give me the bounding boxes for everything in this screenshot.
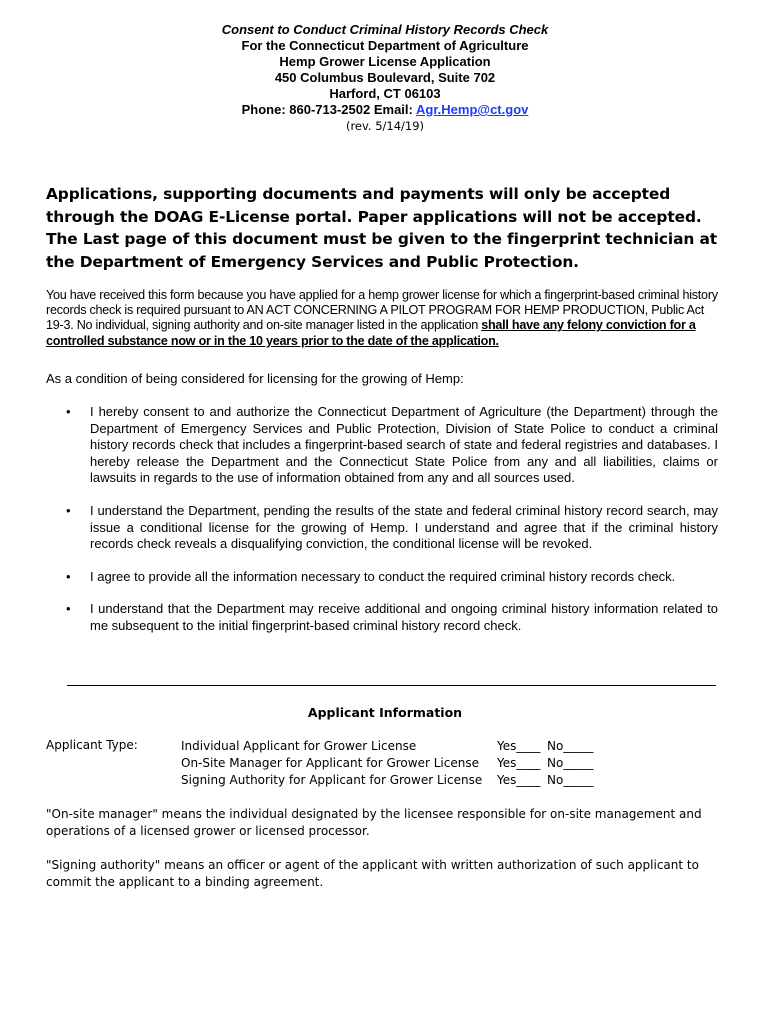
form-title: Consent to Conduct Criminal History Records Check	[221, 22, 549, 37]
applicant-type-options	[181, 738, 721, 789]
bullet-icon: •	[66, 568, 71, 584]
bullet-icon: •	[66, 601, 71, 617]
consent-item	[46, 503, 718, 553]
applicant-type-desc: Individual Applicant for Grower License	[181, 739, 417, 753]
document-header	[0, 22, 770, 134]
city-state-zip: Harford, CT 06103	[329, 86, 441, 101]
email-link[interactable]: Agr.Hemp@ct.gov	[416, 102, 529, 117]
contact-line	[0, 102, 770, 118]
phone-text: Phone: 860-713-2502 Email:	[241, 102, 416, 117]
no-field[interactable]: No_____	[547, 773, 594, 787]
applicant-type-desc: Signing Authority for Applicant for Grower License	[181, 773, 483, 787]
street-address: 450 Columbus Boulevard, Suite 702	[274, 70, 496, 85]
application-name: Hemp Grower License Application	[279, 54, 491, 69]
intro-emphasis: shall have any felony conviction for a controlled substance now or in the 10 years prior to the date of the application.	[46, 318, 696, 348]
consent-item-text: I understand that the Department may receive additional and ongoing criminal history information related to me subsequent to the initial fingerprint-based criminal history record check.	[90, 601, 718, 633]
no-field[interactable]: No_____	[547, 756, 594, 770]
applicant-info-title: Applicant Information	[307, 705, 463, 720]
condition-statement: As a condition of being considered for licensing for the growing of Hemp:	[46, 371, 464, 386]
applicant-type-row	[181, 738, 721, 755]
department-name: For the Connecticut Department of Agriculture	[241, 38, 529, 53]
bullet-icon: •	[66, 404, 71, 419]
section-divider	[67, 685, 716, 686]
yes-field[interactable]: Yes____	[497, 739, 541, 753]
intro-paragraph	[46, 288, 718, 349]
applicant-type-row	[181, 755, 721, 772]
applicant-type-desc: On-Site Manager for Applicant for Grower License	[181, 756, 479, 770]
signing-authority-definition: "Signing authority" means an officer or agent of the applicant with written authorization of such applicant to commit the applicant to a binding agreement.	[46, 858, 699, 889]
revision-date: (rev. 5/14/19)	[345, 119, 425, 133]
consent-item-text: I agree to provide all the information necessary to conduct the required criminal history records check.	[90, 568, 676, 584]
applicant-type-row	[181, 772, 721, 789]
bullet-icon: •	[66, 502, 71, 518]
consent-item	[46, 601, 718, 634]
submission-notice: Applications, supporting documents and payments will only be accepted through the DOAG E-License portal. Paper applications will not be accepted. The Last page of this document must be given to the fingerprint technician at the Department of Emergency Services and Public Protection.	[46, 185, 718, 271]
onsite-manager-definition: "On-site manager" means the individual designated by the licensee responsible for on-site management and operations of a licensed grower or licensed processor.	[46, 807, 702, 838]
applicant-type-label: Applicant Type:	[46, 738, 138, 752]
consent-item-text: I hereby consent to and authorize the Connecticut Department of Agriculture (the Department) through the Department of Emergency Services and Public Protection, Division of State Police to conduct a criminal history records check that includes a fingerprint-based search of state and federal registries and databases. I hereby release the Department and the Connecticut State Police from any and all liabilities, claims or lawsuits in regards to the use of information obtained from any and all sources used.	[90, 404, 718, 486]
yes-field[interactable]: Yes____	[497, 773, 541, 787]
yes-field[interactable]: Yes____	[497, 756, 541, 770]
consent-item-text: I understand the Department, pending the results of the state and federal criminal history record search, may issue a conditional license for the growing of Hemp. I understand and agree that if the criminal history records check reveals a disqualifying conviction, the conditional license will be revoked.	[90, 502, 718, 552]
consent-item	[46, 569, 718, 586]
intro-text: You have received this form because you have applied for a hemp grower license for which a fingerprint-based criminal history records check is required pursuant to AN ACT CONCERNING A PILOT PROGRAM FOR HEMP PRODUCTION, Public Act 19-3. No individual, signing authority and on-site manager listed in the application	[46, 288, 718, 333]
consent-list	[46, 404, 718, 651]
consent-item	[46, 404, 718, 487]
no-field[interactable]: No_____	[547, 739, 594, 753]
